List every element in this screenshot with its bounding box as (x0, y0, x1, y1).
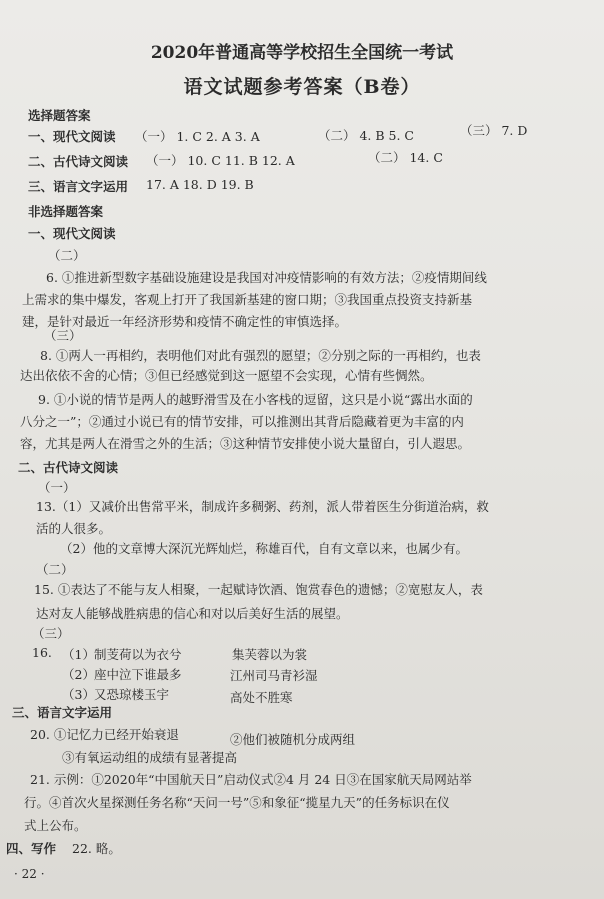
ancient-part3-label: （三） (32, 626, 70, 641)
nonchoice-part2-label: （二） (48, 248, 86, 263)
choice-section2-label: 二、古代诗文阅读 (28, 154, 129, 169)
q16-row3-num: （3） (62, 687, 95, 702)
exam-subtitle: 语文试题参考答案（B卷） (183, 76, 421, 98)
q13-line2: 活的人很多。 (36, 521, 112, 536)
choice-section3-answers: 17. A 18. D 19. B (146, 177, 254, 192)
q6-line3: 建，是针对最近一年经济形势和疫情不确定性的审慎选择。 (22, 314, 348, 329)
nonchoice-part3-label: （三） (44, 328, 82, 343)
choice-heading: 选择题答案 (28, 108, 91, 123)
q9-line1: 9. ①小说的情节是两人的越野滑雪及在小客栈的逗留，这只是小说“露出水面的 (38, 392, 473, 407)
q8-line1: 8. ①两人一再相约，表明他们对此有强烈的愿望；②分别之际的一再相约，也表 (40, 348, 481, 363)
q16-row3-b: 高处不胜寒 (230, 690, 293, 705)
q8-line2: 达出依依不舍的心情；③但已经感觉到这一愿望不会实现，心情有些惆然。 (20, 368, 433, 383)
q20-line2: ③有氧运动组的成绩有显著提高 (62, 750, 238, 765)
ancient-part2-label: （二） (36, 562, 74, 577)
choice-section1-part3: （三） 7. D (460, 123, 528, 138)
nonchoice-heading: 非选择题答案 (28, 204, 104, 219)
q20-line1a: 20. ①记忆力已经开始衰退 (30, 727, 179, 742)
nonchoice-section2-label: 二、古代诗文阅读 (18, 460, 119, 475)
choice-section2-part1: （一） 10. C 11. B 12. A (146, 153, 295, 168)
q16-row2-b: 江州司马青衫湿 (230, 668, 318, 683)
q16-row3-a: 又恐琼楼玉宇 (94, 687, 170, 702)
q15-line1: 15. ①表达了不能与友人相聚，一起赋诗饮酒、饱赏春色的遗憾；②宽慰友人，表 (34, 582, 483, 597)
nonchoice-section4-label: 四、写作 (6, 841, 57, 856)
q9-line2: 八分之一”；②通过小说已有的情节安排，可以推测出其背后隐藏着更为丰富的内 (20, 414, 464, 429)
choice-section1-part1: （一） 1. C 2. A 3. A (135, 129, 260, 144)
choice-section2-part2: （二） 14. C (368, 150, 443, 165)
q21-line3: 式上公布。 (24, 818, 87, 833)
q20-line1b: ②他们被随机分成两组 (230, 732, 356, 747)
exam-title: 2020年普通高等学校招生全国统一考试 (150, 43, 454, 63)
q6-line1: 6. ①推进新型数字基础设施建设是我国对冲疫情影响的有效方法；②疫情期间线 (46, 270, 487, 285)
nonchoice-section1-label: 一、现代文阅读 (28, 226, 116, 241)
q9-line3: 容，尤其是两人在滑雪之外的生活；③这种情节安排使小说大量留白，引人遐思。 (20, 436, 471, 451)
q15-line2: 达对友人能够战胜病患的信心和对以后美好生活的展望。 (36, 606, 349, 621)
q6-line2: 上需求的集中爆发，客观上打开了我国新基建的窗口期；③我国重点投资支持新基 (22, 292, 473, 307)
q22-answer: 22. 略。 (72, 841, 121, 856)
ancient-part1-label: （一） (38, 480, 76, 495)
q13-line3: （2）他的文章博大深沉光辉灿烂，称雄百代，自有文章以来，也属少有。 (60, 541, 468, 556)
q16-row1-b: 集芙蓉以为裳 (232, 647, 308, 662)
nonchoice-section3-label: 三、语言文字运用 (12, 705, 113, 720)
choice-section3-label: 三、语言文字运用 (28, 179, 129, 194)
q21-line2: 行。④首次火星探测任务名称“天问一号”⑤和象征“揽星九天”的任务标识在仪 (24, 795, 450, 810)
q16-label: 16. (32, 645, 52, 660)
choice-section1-part2: （二） 4. B 5. C (318, 128, 414, 143)
q16-row2-a: 座中泣下谁最多 (94, 667, 182, 682)
q21-line1: 21. 示例：①2020年“中国航天日”启动仪式②4 月 24 日③在国家航天局网站举 (30, 772, 472, 787)
q16-row1-num: （1） (62, 647, 95, 662)
page-number: · 22 · (14, 867, 45, 881)
q16-row2-num: （2） (62, 667, 95, 682)
q16-row1-a: 制芰荷以为衣兮 (94, 647, 182, 662)
choice-section1-label: 一、现代文阅读 (28, 129, 116, 144)
q13-line1: 13.（1）又减价出售常平米，制成许多稠粥、药剂，派人带着医生分街道治病，救 (36, 499, 489, 514)
